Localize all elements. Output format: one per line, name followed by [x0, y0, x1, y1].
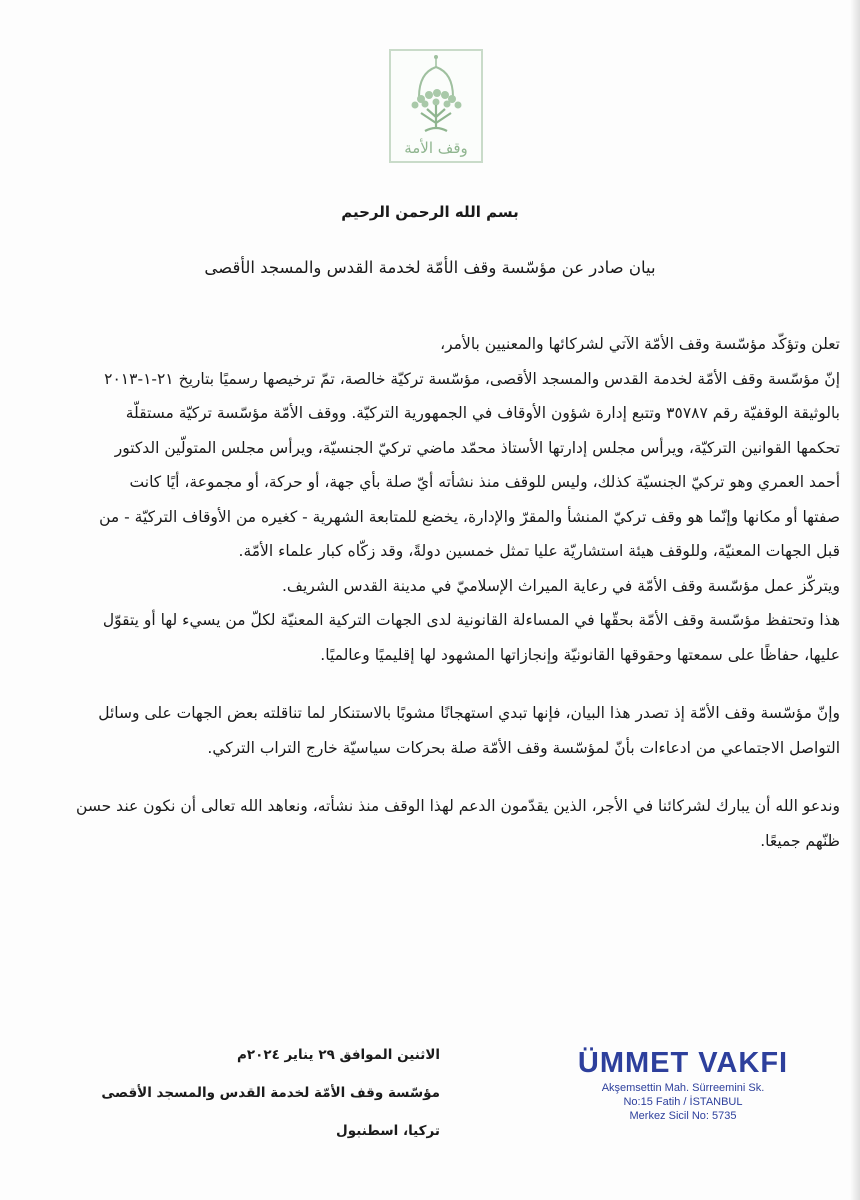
body-line: وندعو الله أن يبارك لشركائنا في الأجر، الذين يقدّمون الدعم لهذا الوقف منذ نشأته، ونعاهد الله تعالى أن نكون عند حسن: [76, 797, 840, 815]
signature-org: مؤسّسة وقف الأمّة لخدمة القدس والمسجد الأقصى: [101, 1085, 440, 1101]
signature-block: [20, 1036, 440, 1150]
body-line: صفتها أو مكانها وإنّما هو وقف تركيّ المنشأ والمقرّ والإدارة، يخضع للمتابعة الشهرية - كغيره من الأوقاف التركيّة - من: [99, 507, 840, 526]
waqf-logo: [389, 49, 483, 163]
body-line: بالوثيقة الوقفيّة رقم ٣٥٧٨٧ وتتبع إدارة شؤون الأوقاف في الجمهورية التركيّة. ووقف الأمّة مؤسّسة تركيّة مستقلّة: [125, 404, 840, 422]
logo-name-text: وقف الأمة: [404, 139, 468, 157]
body-line: أحمد العمري وهو تركيّ الجنسيّة كذلك، وليس للوقف منذ نشأته أيّ صلة بأي جهة، أو حركة، أو مجموعة، أيًا كانت: [129, 473, 840, 491]
stamp-address-line1: Akşemsettin Mah. Sürreemini Sk.: [601, 1082, 765, 1094]
organization-stamp: [563, 1045, 803, 1145]
body-line: ظنّهم جميعًا.: [760, 831, 840, 850]
body-line: وإنّ مؤسّسة وقف الأمّة إذ تصدر هذا البيان، فإنها تبدي استهجانًا مشوبًا بالاستنكار لما تناقلته بعض الجهات على وسائل: [98, 704, 840, 722]
stamp-address-line2: No:15 Fatih / İSTANBUL: [623, 1096, 743, 1108]
basmala: بسم الله الرحمن الرحيم: [341, 203, 519, 221]
body-line: تحكمها القوانين التركيّة، ويرأس مجلس إدارتها الأستاذ محمّد ماضي تركيّ الجنسيّة، ويرأس مجلس المتولّين الدكتور: [114, 438, 840, 457]
page-edge-shadow: [850, 0, 860, 1200]
stamp-registry: Merkez Sicil No: 5735: [629, 1110, 737, 1122]
statement-body: [20, 327, 840, 858]
body-line: تعلن وتؤكّد مؤسّسة وقف الأمّة الآتي لشركائها والمعنيين بالأمر،: [440, 335, 840, 353]
stamp-brand: ÜMMET VAKFI: [577, 1047, 789, 1079]
body-line: ويتركّز عمل مؤسّسة وقف الأمّة في رعاية الميراث الإسلاميّ في مدينة القدس الشريف.: [282, 576, 840, 595]
signature-date: الاثنين الموافق ٢٩ يناير ٢٠٢٤م: [236, 1047, 440, 1063]
body-line: قبل الجهات المعنيّة، وللوقف هيئة استشاريّة عليا تمثل خمسين دولةً، وقد زكّاه كبار علماء الأمّة.: [238, 542, 840, 560]
body-line: عليها، حفاظًا على سمعتها وحقوقها القانونيّة وإنجازاتها المشهود لها إقليميًا وعالميًا.: [320, 645, 840, 664]
body-line: هذا وتحتفظ مؤسّسة وقف الأمّة بحقّها في المساءلة القانونية لدى الجهات التركية المعنيّة لكلّ من يسيء لها أو يتقوّل: [102, 611, 840, 629]
body-line: التواصل الاجتماعي من ادعاءات بأنّ لمؤسّسة وقف الأمّة صلة بحركات سياسيّة خارج التراب التركي.: [207, 738, 840, 757]
body-line: إنّ مؤسّسة وقف الأمّة لخدمة القدس والمسجد الأقصى، مؤسّسة تركيّة خالصة، تمّ ترخيصها رسميًا بتاريخ ٢١-١-٢٠١٣: [104, 369, 840, 388]
signature-place: تركيا، اسطنبول: [336, 1123, 440, 1139]
statement-title: بيان صادر عن مؤسّسة وقف الأمّة لخدمة القدس والمسجد الأقصى: [204, 258, 656, 277]
tree-dome-icon: [391, 51, 481, 161]
